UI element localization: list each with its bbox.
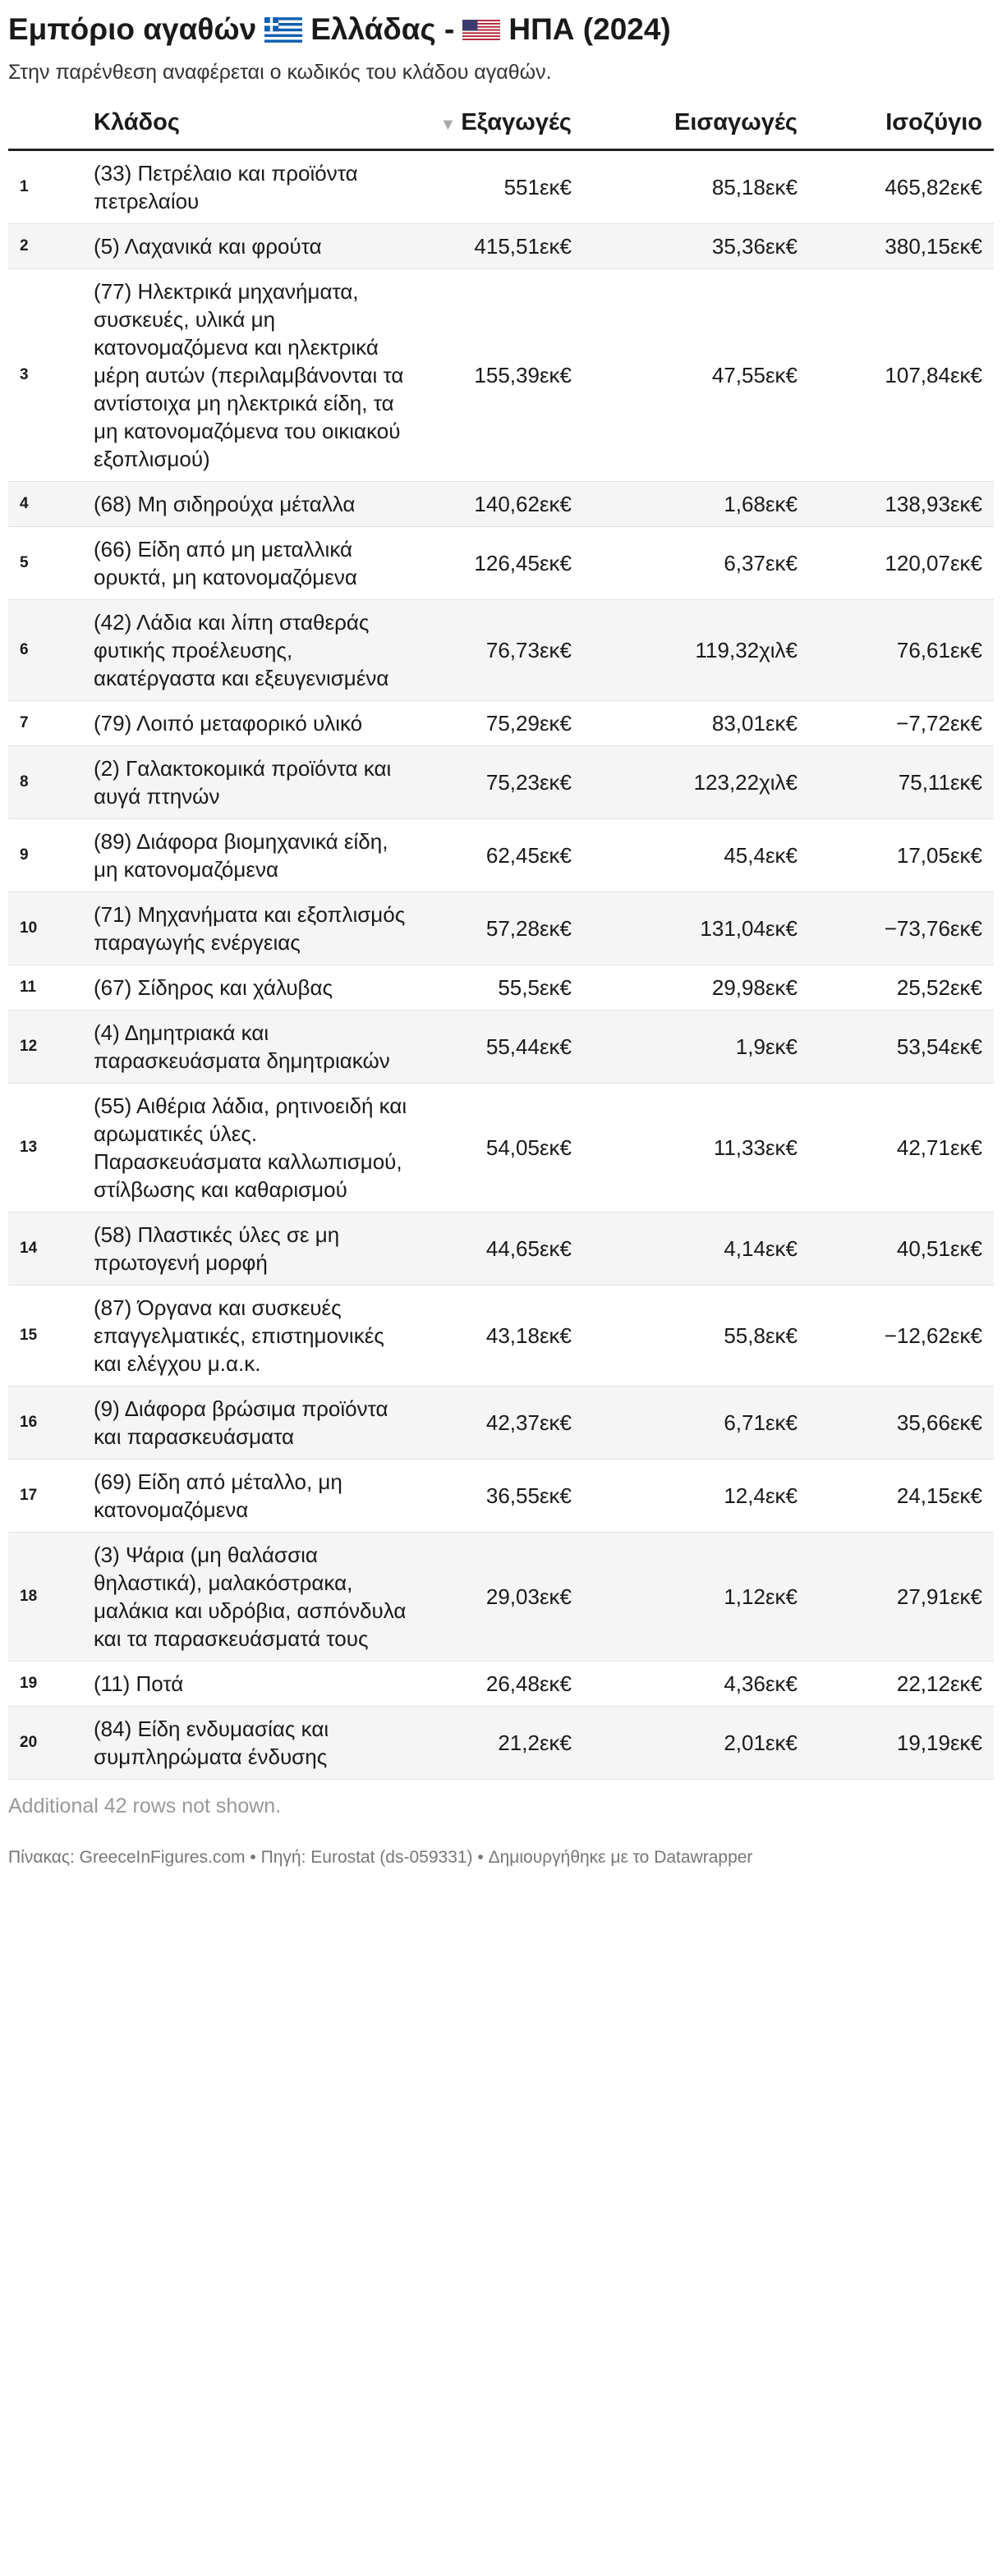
row-imports: 6,37εκ€ xyxy=(724,551,797,575)
row-balance: 120,07εκ€ xyxy=(885,551,982,575)
usa-flag-icon xyxy=(462,17,500,43)
row-rank: 20 xyxy=(20,1734,38,1751)
title-part3: ΗΠΑ (2024) xyxy=(508,12,671,46)
table-row xyxy=(8,1662,994,1707)
row-balance: 76,61εκ€ xyxy=(896,638,982,662)
row-exports: 55,5εκ€ xyxy=(498,975,572,1000)
table-row xyxy=(8,965,994,1011)
column-header-imports[interactable]: Εισαγωγές xyxy=(583,108,809,150)
row-imports: 11,33εκ€ xyxy=(713,1135,797,1160)
row-imports: 45,4εκ€ xyxy=(724,843,797,868)
row-balance: −7,72εκ€ xyxy=(896,711,982,736)
row-imports: 1,12εκ€ xyxy=(724,1584,797,1609)
row-rank: 17 xyxy=(20,1487,38,1504)
row-exports: 155,39εκ€ xyxy=(474,363,572,387)
row-sector: (87) Όργανα και συσκευές επαγγελματικές, επιστημονικές και ελέγχου μ.α.κ. xyxy=(94,1295,384,1376)
row-sector: (58) Πλαστικές ύλες σε μη πρωτογενή μορφή xyxy=(94,1222,340,1275)
row-sector: (2) Γαλακτοκομικά προϊόντα και αυγά πτηνών xyxy=(94,756,392,809)
row-balance: 19,19εκ€ xyxy=(896,1730,982,1755)
row-rank: 6 xyxy=(20,641,29,658)
row-rank: 13 xyxy=(20,1139,38,1156)
row-balance: 107,84εκ€ xyxy=(885,363,982,387)
table-row xyxy=(8,1286,994,1387)
row-sector: (9) Διάφορα βρώσιμα προϊόντα και παρασκευάσματα xyxy=(94,1396,388,1449)
row-sector: (11) Ποτά xyxy=(94,1671,184,1696)
row-sector: (79) Λοιπό μεταφορικό υλικό xyxy=(94,711,363,736)
header-row xyxy=(8,108,994,150)
column-header-sector[interactable]: Κλάδος xyxy=(94,108,419,150)
table-row xyxy=(8,701,994,746)
row-sector: (3) Ψάρια (μη θαλάσσια θηλαστικά), μαλακόστρακα, μαλάκια και υδρόβια, ασπόνδυλα και τα παρασκευάσματά τους xyxy=(94,1542,407,1651)
row-exports: 76,73εκ€ xyxy=(485,638,572,662)
row-sector: (33) Πετρέλαιο και προϊόντα πετρελαίου xyxy=(94,161,358,213)
table-row xyxy=(8,1011,994,1084)
row-exports: 551εκ€ xyxy=(503,175,572,199)
table-body xyxy=(8,150,994,1780)
table-row xyxy=(8,527,994,600)
row-rank: 7 xyxy=(20,714,29,731)
row-balance: 25,52εκ€ xyxy=(896,975,982,1000)
table-row xyxy=(8,224,994,269)
table-row xyxy=(8,1212,994,1286)
row-exports: 29,03εκ€ xyxy=(485,1584,572,1609)
row-balance: 35,66εκ€ xyxy=(896,1410,982,1435)
row-imports: 119,32χιλ€ xyxy=(695,638,797,662)
row-sector: (71) Μηχανήματα και εξοπλισμός παραγωγής ενέργειας xyxy=(94,902,406,955)
row-imports: 29,98εκ€ xyxy=(711,975,797,1000)
row-imports: 1,68εκ€ xyxy=(724,492,797,516)
title-part1: Εμπόριο αγαθών xyxy=(8,12,257,46)
row-imports: 47,55εκ€ xyxy=(711,363,797,387)
row-sector: (4) Δημητριακά και παρασκευάσματα δημητριακών xyxy=(94,1020,390,1073)
row-exports: 75,29εκ€ xyxy=(485,711,572,736)
row-balance: 40,51εκ€ xyxy=(896,1236,982,1261)
row-balance: 380,15εκ€ xyxy=(885,234,982,259)
row-balance: −12,62εκ€ xyxy=(884,1323,982,1348)
row-exports: 140,62εκ€ xyxy=(474,492,572,516)
page-title xyxy=(8,0,994,49)
title-part2: Ελλάδας - xyxy=(310,12,455,46)
row-imports: 1,9εκ€ xyxy=(735,1034,797,1059)
table-row xyxy=(8,746,994,819)
row-exports: 75,23εκ€ xyxy=(485,770,572,795)
row-balance: 42,71εκ€ xyxy=(896,1135,982,1160)
row-imports: 2,01εκ€ xyxy=(724,1730,797,1755)
column-header-balance[interactable]: Ισοζύγιο xyxy=(809,108,994,150)
row-rank: 18 xyxy=(20,1588,38,1605)
row-balance: −73,76εκ€ xyxy=(884,916,982,941)
row-exports: 36,55εκ€ xyxy=(485,1483,572,1508)
source-line: Πίνακας: GreeceInFigures.com • Πηγή: Eurostat (ds-059331) • Δημιουργήθηκε με το Datawrapper xyxy=(8,1848,753,1867)
row-sector: (67) Σίδηρος και χάλυβας xyxy=(94,975,333,1000)
row-imports: 131,04εκ€ xyxy=(700,916,797,941)
header-rank xyxy=(8,108,94,150)
row-sector: (55) Αιθέρια λάδια, ρητινοειδή και αρωματικές ύλες. Παρασκευάσματα καλλωπισμού, στίλβωσης και καθαρισμού xyxy=(94,1093,407,1202)
row-balance: 17,05εκ€ xyxy=(896,843,982,868)
row-balance: 24,15εκ€ xyxy=(896,1483,982,1508)
row-sector: (84) Είδη ενδυμασίας και συμπληρώματα ένδυσης xyxy=(94,1717,329,1769)
table-row xyxy=(8,1533,994,1662)
greece-flag-icon xyxy=(264,17,302,43)
column-header-exports-label: Εξαγωγές xyxy=(461,108,572,135)
table-row xyxy=(8,819,994,892)
row-balance: 27,91εκ€ xyxy=(896,1584,982,1609)
row-rank: 2 xyxy=(20,237,29,254)
row-balance: 465,82εκ€ xyxy=(885,175,982,199)
row-rank: 4 xyxy=(20,495,29,512)
row-balance: 53,54εκ€ xyxy=(896,1034,982,1059)
row-balance: 75,11εκ€ xyxy=(898,770,982,795)
table-row xyxy=(8,1387,994,1460)
row-exports: 43,18εκ€ xyxy=(485,1323,572,1348)
row-sector: (66) Είδη από μη μεταλλικά ορυκτά, μη κατονομαζόμενα xyxy=(94,537,357,589)
row-balance: 138,93εκ€ xyxy=(885,492,982,516)
row-rank: 8 xyxy=(20,773,29,791)
row-imports: 83,01εκ€ xyxy=(711,711,797,736)
sort-down-icon: ▼ xyxy=(439,115,457,134)
row-rank: 15 xyxy=(20,1327,38,1344)
row-sector: (5) Λαχανικά και φρούτα xyxy=(94,234,322,259)
more-rows-note: Additional 42 rows not shown. xyxy=(8,1794,282,1817)
row-exports: 415,51εκ€ xyxy=(474,234,572,259)
table-row xyxy=(8,1707,994,1780)
row-balance: 22,12εκ€ xyxy=(896,1671,982,1696)
row-imports: 4,36εκ€ xyxy=(724,1671,797,1696)
row-sector: (77) Ηλεκτρικά μηχανήματα, συσκευές, υλικά μη κατονομαζόμενα και ηλεκτρικά μέρη αυτών (περιλαμβάνονται τα αντίστοιχα μη ηλεκτρικά είδη, τα μη κατονομαζόμενα του οικιακού εξοπλισμού) xyxy=(94,279,404,471)
table-row xyxy=(8,1460,994,1533)
row-rank: 3 xyxy=(20,366,29,383)
row-exports: 126,45εκ€ xyxy=(474,551,572,575)
row-imports: 12,4εκ€ xyxy=(724,1483,797,1508)
row-exports: 57,28εκ€ xyxy=(485,916,572,941)
data-table xyxy=(8,108,994,1780)
row-rank: 19 xyxy=(20,1675,38,1692)
row-imports: 4,14εκ€ xyxy=(724,1236,797,1261)
row-exports: 62,45εκ€ xyxy=(485,843,572,868)
row-exports: 54,05εκ€ xyxy=(485,1135,572,1160)
row-imports: 123,22χιλ€ xyxy=(693,770,797,795)
row-exports: 55,44εκ€ xyxy=(485,1034,572,1059)
table-row xyxy=(8,150,994,224)
row-rank: 9 xyxy=(20,846,29,864)
row-imports: 35,36εκ€ xyxy=(711,234,797,259)
row-rank: 11 xyxy=(20,979,37,996)
row-rank: 16 xyxy=(20,1414,38,1431)
row-rank: 1 xyxy=(20,178,29,195)
subtitle: Στην παρένθεση αναφέρεται ο κωδικός του κλάδου αγαθών. xyxy=(8,61,552,84)
row-rank: 5 xyxy=(20,554,29,571)
row-imports: 6,71εκ€ xyxy=(724,1410,797,1435)
row-sector: (89) Διάφορα βιομηχανικά είδη, μη κατονομαζόμενα xyxy=(94,829,388,882)
row-sector: (68) Μη σιδηρούχα μέταλλα xyxy=(94,492,356,516)
column-header-exports[interactable] xyxy=(419,108,583,150)
row-sector: (69) Είδη από μέταλλο, μη κατονομαζόμενα xyxy=(94,1469,342,1522)
row-rank: 14 xyxy=(20,1240,38,1257)
row-sector: (42) Λάδια και λίπη σταθεράς φυτικής προέλευσης, ακατέργαστα και εξευγενισμένα xyxy=(94,610,389,690)
table-row xyxy=(8,269,994,482)
row-exports: 44,65εκ€ xyxy=(485,1236,572,1261)
row-exports: 21,2εκ€ xyxy=(498,1730,572,1755)
table-row xyxy=(8,482,994,527)
table-row xyxy=(8,600,994,701)
row-rank: 10 xyxy=(20,919,38,937)
row-imports: 55,8εκ€ xyxy=(724,1323,797,1348)
row-imports: 85,18εκ€ xyxy=(711,175,797,199)
table-row xyxy=(8,892,994,965)
row-rank: 12 xyxy=(20,1038,38,1055)
table-row xyxy=(8,1084,994,1212)
row-exports: 42,37εκ€ xyxy=(485,1410,572,1435)
row-exports: 26,48εκ€ xyxy=(485,1671,572,1696)
